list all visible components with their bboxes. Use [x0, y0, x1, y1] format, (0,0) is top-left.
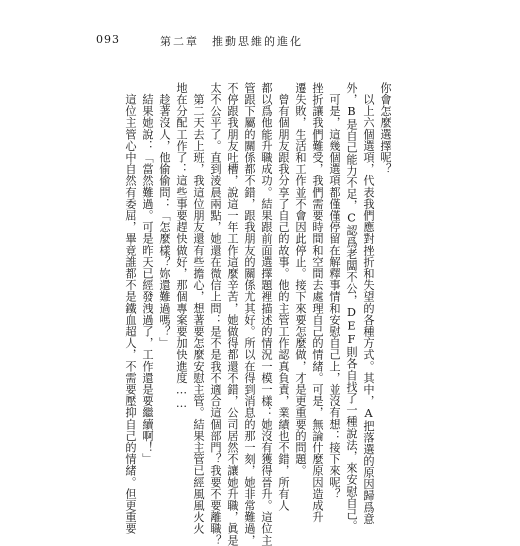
vertical-text-block [0, 82, 392, 546]
text-column: 挫折讓我們難受，我們需要時間和空間去處理自己的情緒。可是，無論什麼原因造成升 [311, 82, 324, 523]
page-number: 093 [96, 33, 120, 46]
text-column: 都以爲他能升職成功。結果跟前面選擇題裡描述的情況一模一樣：她沒有獲得晉升。這位主 [260, 82, 273, 546]
text-column: 第二天去上班，我這位朋友還有些擔心，想著要怎麼安慰主管。結果主管已經風風火火 [192, 82, 205, 535]
text-column: 你會怎麼選擇呢？ [379, 82, 392, 175]
text-column: 以上六個選項，代表我們應對挫折和失望的各種方式。其中，A把落選的原因歸爲意 [362, 82, 375, 525]
chapter-title: 第二章 推動思維的進化 [160, 35, 303, 48]
text-column: 管跟下屬的關係都不錯，跟我朋友的關係尤其好。所以在得到消息的那一刻，她非常難過， [243, 82, 256, 546]
text-column: 地在分配工作了：這些事要趕快做好，那個專案要加快進度…… [175, 82, 188, 411]
text-column: 太不公平了。直到淩晨兩點，她還在微信上問：是不是我不適合這個部門？我要不要離職？ [209, 82, 222, 546]
text-column: 結果她說：「當然難過。可是昨天已經發洩過了，工作還是要繼續啊！」 [141, 82, 154, 465]
text-column: 可是，這幾個選項都僅僅停留在解釋事情和安慰自己上，並沒有想：接下來呢？ [328, 82, 341, 500]
text-column: 曾有個朋友跟我分享了自己的故事。他的主管工作認真負責，業績也不錯，所有人 [277, 82, 290, 512]
text-column: 遷失敗，生活和工作並不會因此停止。接下來要怎麼做，才是更重要的問題。 [294, 82, 307, 477]
text-column: 外，B是自己能力不足，C認爲老闆不公，DEF則各自找了一種說法，來安慰自己。 [345, 82, 358, 532]
text-column: 趁著沒人，他偷偷問：「怎麼樣？妳還難過嗎？」 [158, 82, 171, 349]
text-column: 這位主管心中自然有委屈，畢竟誰都不是鐵血超人，不需要壓抑自己的情緒。但更重要 [124, 82, 137, 535]
text-column: 不停跟我朋友吐槽，說這一年工作這麼辛苦，她做得都還不錯，公司居然不讓她升職，眞是 [226, 82, 239, 546]
